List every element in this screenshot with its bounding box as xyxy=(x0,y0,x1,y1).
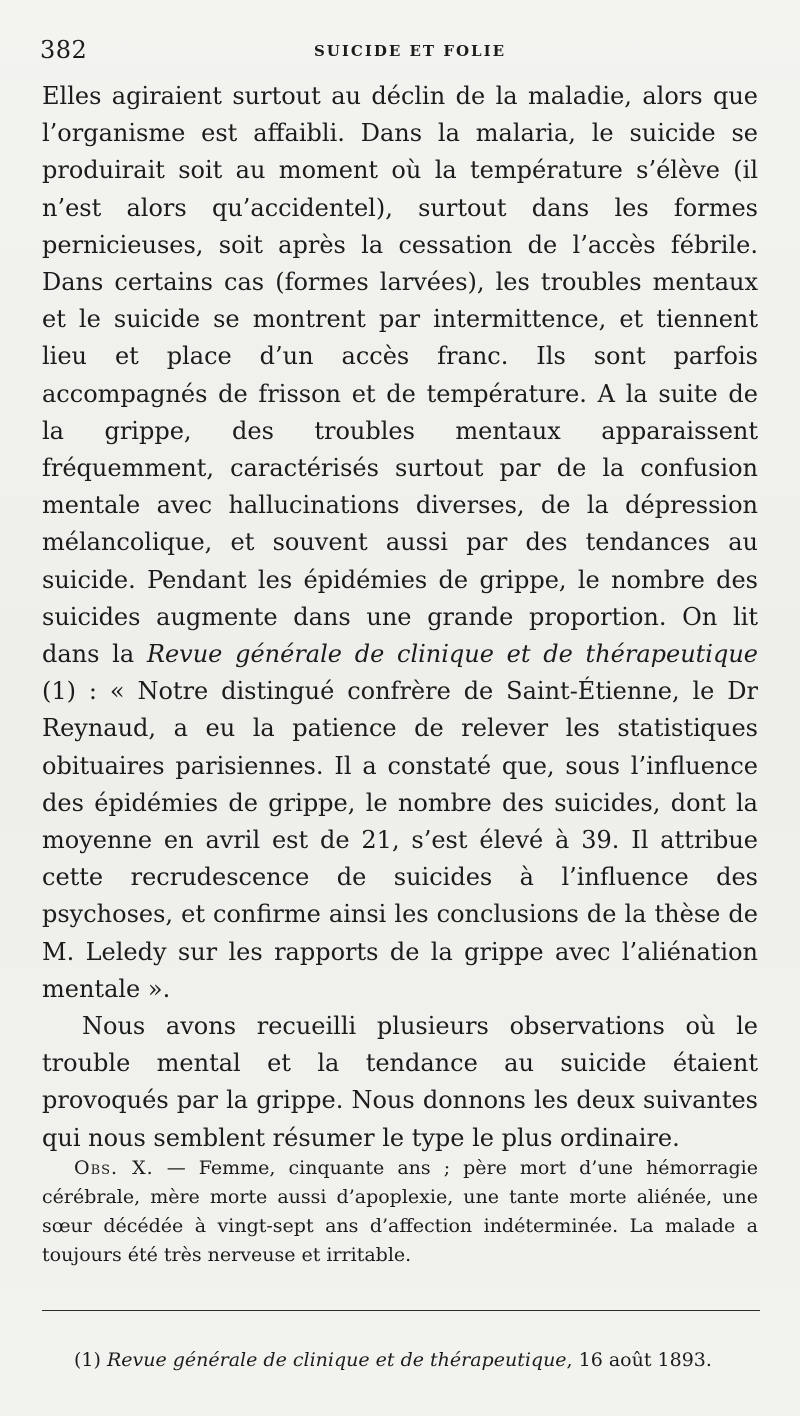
page-header xyxy=(40,36,760,68)
observation-label: Obs. X. xyxy=(74,1157,154,1179)
footnote-divider xyxy=(42,1310,760,1311)
observation-paragraph xyxy=(42,1154,758,1270)
paragraph-1-text-before: Elles agiraient surtout au déclin de la maladie, alors que l’organisme est affaibli. Dans la malaria, le suicide se produirait soit au moment où la température s’élève (il n’est alors qu’accidentel), surtout dans les formes pernicieuses, soit après la cessation de l’accès fébrile. Dans certains cas (formes larvées), les troubles mentaux et le suicide se montrent par intermittence, et tiennent lieu et place d’un accès franc. Ils sont parfois accompagnés de frisson et de température. A la suite de la grippe, des troubles mentaux apparaissent fréquemment, caractérisés surtout par de la confusion mentale avec hallucinations diverses, de la dépression mélancolique, et souvent aussi par des tendances au suicide. Pendant les épidémies de grippe, le nombre des suicides augmente dans une grande proportion. On lit dans la xyxy=(42,82,758,669)
observation-text: — Femme, cinquante ans ; père mort d’une hémorragie cérébrale, mère morte aussi d’apoplexie, une tante morte aliénée, une sœur décédée à vingt-sept ans d’affection indéterminée. La malade a toujours été très nerveuse et irritable. xyxy=(42,1157,758,1266)
footnote-date: , 16 août 1893. xyxy=(566,1349,712,1371)
running-title: SUICIDE ET FOLIE xyxy=(313,42,507,60)
paragraph-2: Nous avons recueilli plusieurs observations où le trouble mental et la tendance au suicide étaient provoqués par la grippe. Nous donnons les deux suivantes qui nous semblent résumer le type le plus ordinaire. xyxy=(42,1012,758,1152)
body-text xyxy=(42,78,758,1157)
footnote-journal-title: Revue générale de clinique et de thérapeutique xyxy=(106,1349,567,1371)
paragraph-1-text-after: (1) : « Notre distingué confrère de Saint-Étienne, le Dr Reynaud, a eu la patience de relever les statistiques obituaires parisiennes. Il a constaté que, sous l’influence des épidémies de grippe, le nombre des suicides, dont la moyenne en avril est de 21, s’est élevé à 39. Il attribue cette recrudescence de suicides à l’influence des psychoses, et confirme ainsi les conclusions de la thèse de M. Leledy sur les rapports de la grippe avec l’aliénation mentale ». xyxy=(42,677,758,1003)
paragraph-1 xyxy=(42,78,758,1008)
page-number: 382 xyxy=(40,36,88,64)
journal-title-italic: Revue générale de clinique et de thérapeutique xyxy=(146,640,758,669)
footnote-marker: (1) xyxy=(74,1349,107,1371)
footnote xyxy=(74,1346,764,1374)
observation-block xyxy=(42,1154,758,1270)
